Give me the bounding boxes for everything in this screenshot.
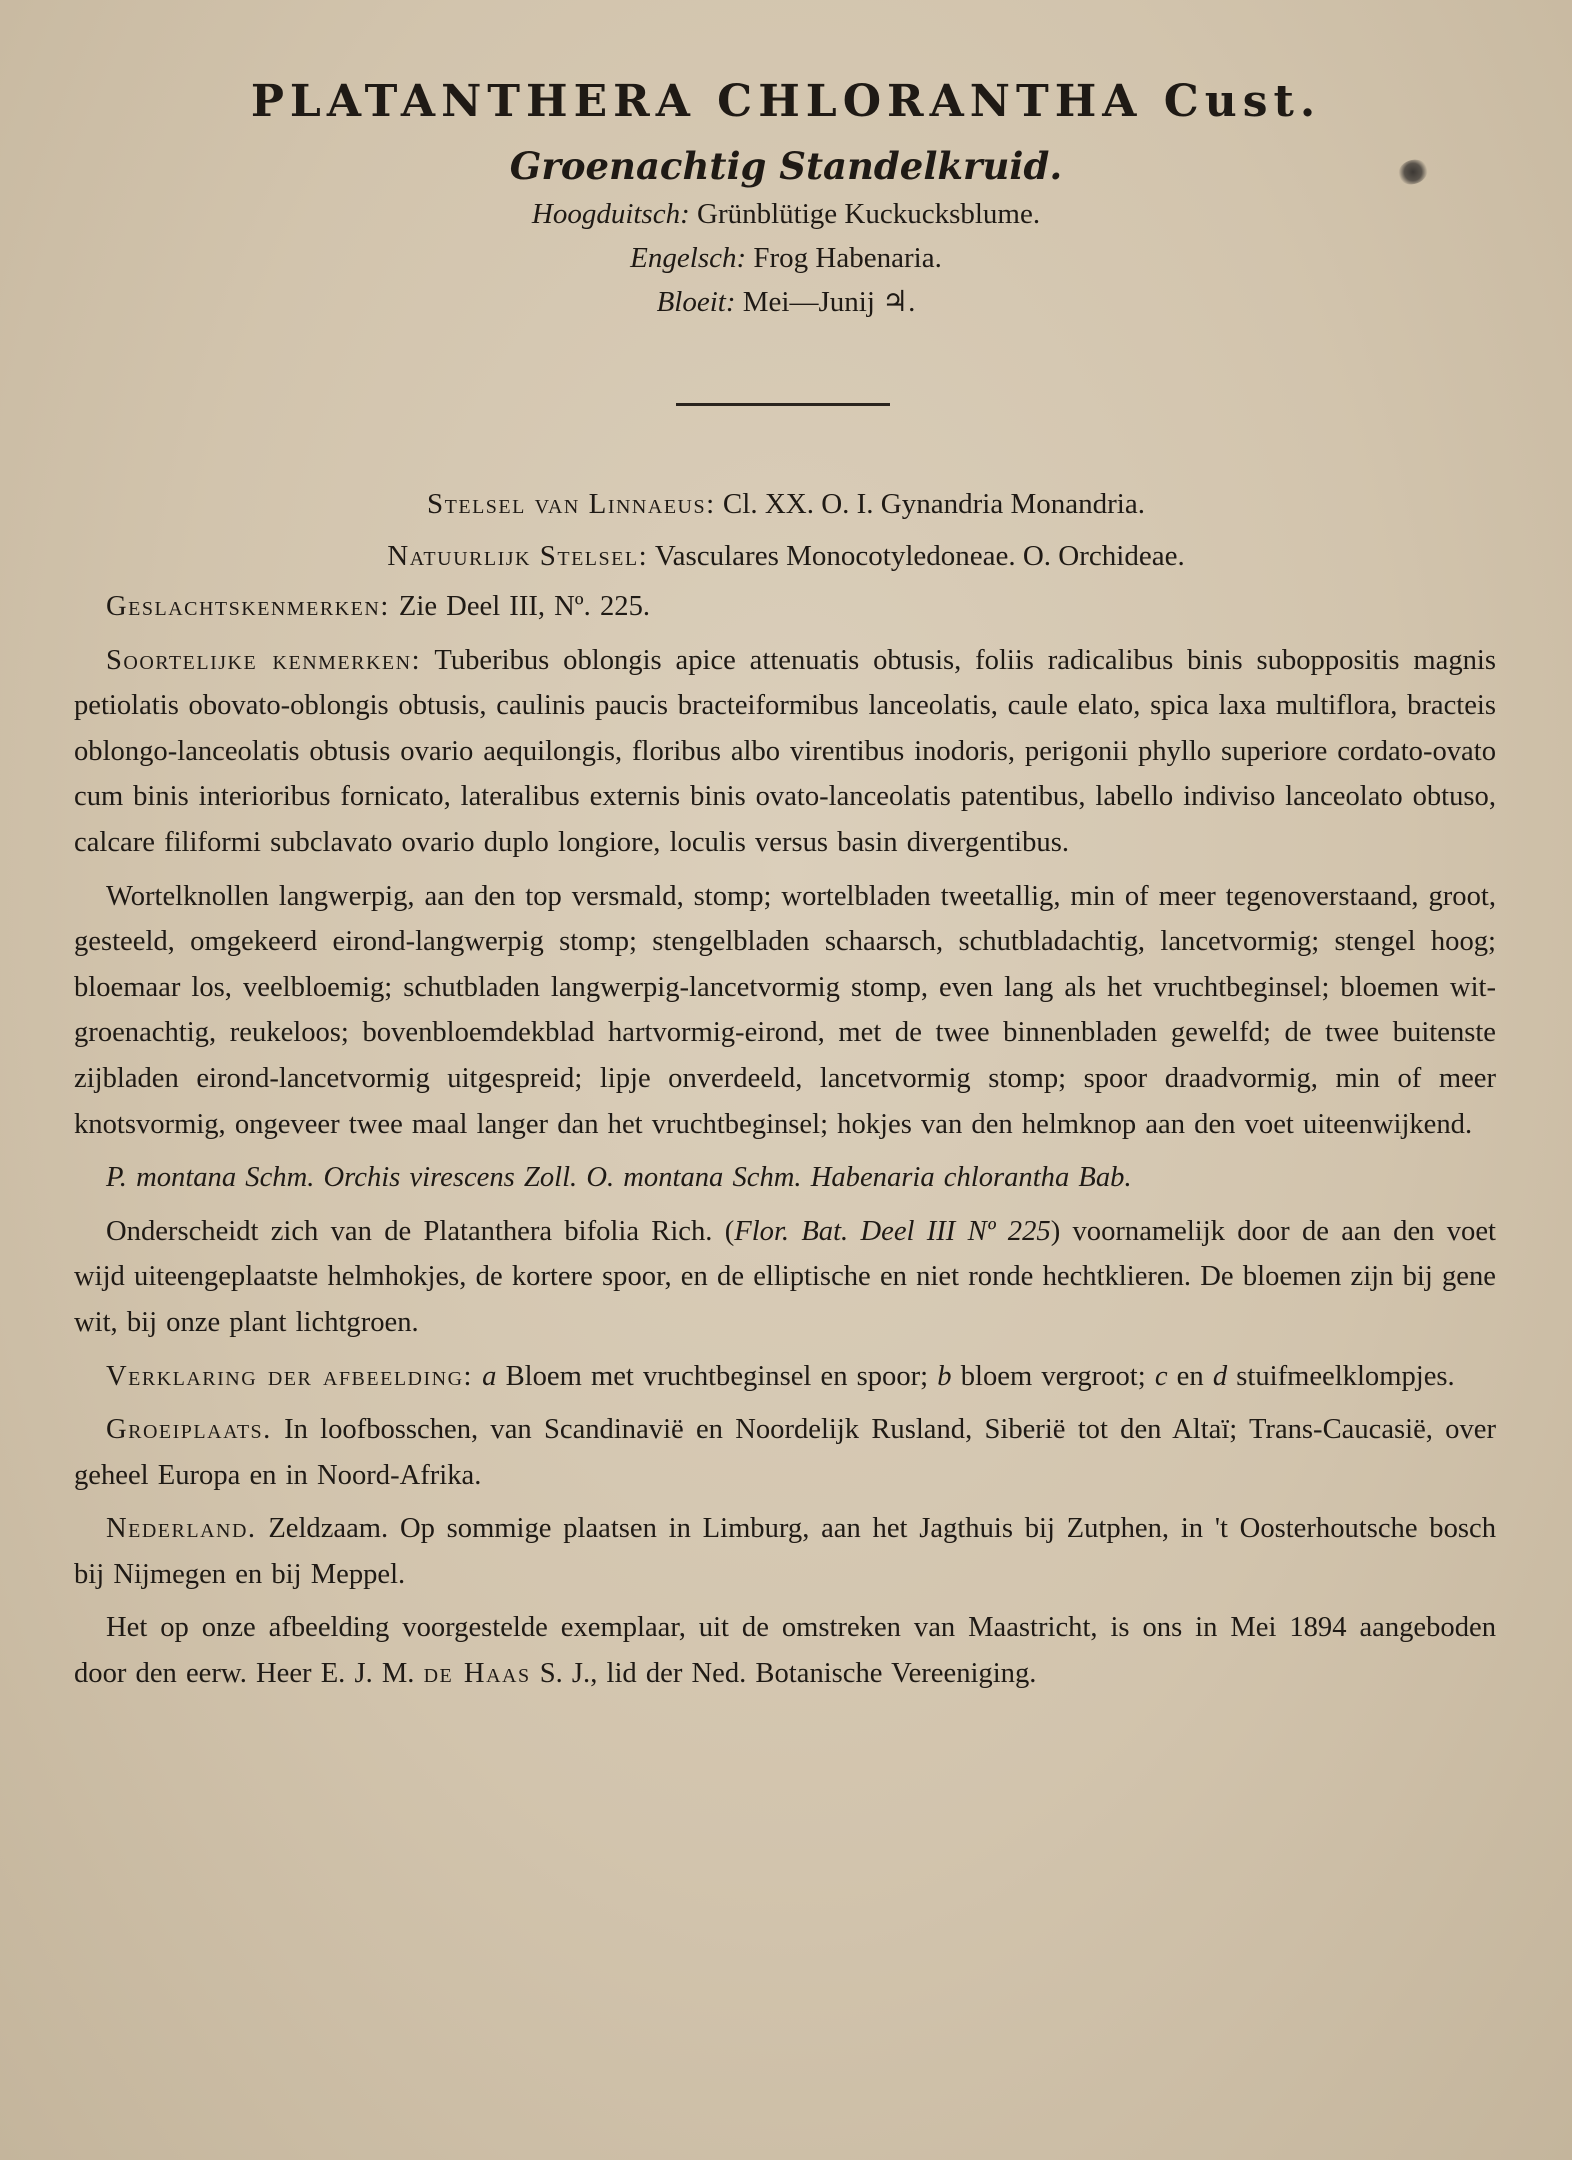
specimen-paragraph	[74, 1605, 1496, 1696]
figure-a-letter: a	[482, 1360, 497, 1392]
linnaeus-value: Cl. XX. O. I. Gynandria Monandria.	[722, 488, 1145, 520]
natural-system-value: Vasculares Monocotyledoneae. O. Orchideae.	[654, 540, 1185, 572]
species-title: PLATANTHERA CHLORANTHA Cust.	[250, 76, 1322, 127]
distinction-text-a: Onderscheidt zich van de Platanthera bifolia Rich. (	[106, 1215, 735, 1247]
synonyms-paragraph: P. montana Schm. Orchis virescens Zoll. O. montana Schm. Habenaria chlorantha Bab.	[106, 1162, 1132, 1194]
species-text: Tuberibus oblongis apice attenuatis obtusis, foliis radicalibus binis suboppositis magnis petiolatis obovato-oblongis obtusis, caulinis paucis bracteiformibus lanceolatis, caule elato, spica laxa multiflora, bracteis oblongo-lanceolatis obtusis ovario aequilongis, floribus albo virentibus inodoris, perigonii phyllo superiore cordato-ovato cum binis interioribus fornicato, lateralibus externis binis ovato-lanceolatis patentibus, labello indiviso lanceolato obtuso, calcare filiformi subclavato ovario duplo longiore, loculis versus basin divergentibus.	[74, 644, 1496, 858]
figure-d-text: stuifmeelklompjes.	[1236, 1360, 1455, 1392]
figure-label: Verklaring der afbeelding:	[106, 1360, 473, 1392]
species-paragraph	[74, 638, 1496, 866]
figure-d-letter: d	[1212, 1360, 1228, 1392]
german-name: Grünblütige Kuckucksblume.	[697, 198, 1041, 230]
genus-text: Zie Deel III, Nº. 225.	[398, 591, 651, 622]
figure-and-text: en	[1176, 1360, 1204, 1392]
natural-system-line	[0, 536, 1572, 576]
distinction-reference: Flor. Bat. Deel III Nº 225	[734, 1215, 1051, 1247]
genus-label: Geslachtskenmerken:	[106, 591, 390, 622]
english-name-line	[0, 236, 1572, 280]
specimen-name: de Haas	[423, 1658, 531, 1690]
page-header	[0, 72, 1572, 324]
figure-b-letter: b	[937, 1360, 952, 1392]
linnaeus-system-line	[0, 484, 1572, 524]
english-name: Frog Habenaria.	[753, 242, 942, 274]
netherlands-label: Nederland.	[106, 1513, 257, 1545]
dutch-name: Groenachtig Standelkruid.	[509, 144, 1063, 188]
specimen-text-a: Het op onze afbeelding voorgestelde exemplaar, uit de omstreken van Maastricht, is ons in Mei 1894 aangeboden door den eerw. Heer E. J. M.	[74, 1612, 1496, 1690]
habitat-paragraph	[74, 1407, 1496, 1498]
flowering-label: Bloeit:	[656, 286, 736, 318]
linnaeus-label: Stelsel van Linnaeus:	[427, 488, 716, 520]
figure-explanation-paragraph	[74, 1354, 1496, 1400]
figure-b-text: bloem vergroot;	[960, 1360, 1146, 1392]
habitat-label: Groeiplaats.	[106, 1414, 272, 1446]
distinction-paragraph	[74, 1209, 1496, 1346]
netherlands-paragraph	[74, 1506, 1496, 1597]
flowering-line	[0, 280, 1572, 324]
netherlands-text: Zeldzaam. Op sommige plaatsen in Limburg, aan het Jagthuis bij Zutphen, in 't Oosterhoutsche bosch bij Nijmegen en bij Meppel.	[74, 1513, 1496, 1590]
german-label: Hoogduitsch:	[531, 198, 690, 230]
natural-system-label: Natuurlijk Stelsel:	[387, 540, 649, 572]
specimen-text-b: S. J., lid der Ned. Botanische Vereeniging.	[539, 1658, 1037, 1690]
habitat-text: In loofbosschen, van Scandinavië en Noordelijk Rusland, Siberië tot den Altaï; Trans-Caucasië, over geheel Europa en in Noord-Afrika.	[74, 1414, 1496, 1491]
description-paragraph: Wortelknollen langwerpig, aan den top versmald, stomp; wortelbladen tweetallig, min of meer tegenoverstaand, groot, gesteeld, omgekeerd eirond-langwerpig stomp; stengelbladen schaarsch, schutbladachtig, lancetvormig; stengel hoog; bloemaar los, veelbloemig; schutbladen langwerpig-lancetvormig stomp, even lang als het vruchtbeginsel; bloemen wit-groenachtig, reukeloos; bovenbloemdekblad hartvormig-eirond, met de twee binnenbladen gewelfd; de twee buitenste zijbladen eirond-lancetvormig uitgespreid; lipje onverdeeld, lancetvormig stomp; spoor draadvormig, min of meer knotsvormig, ongeveer twee maal langer dan het vruchtbeginsel; hokjes van den helmknop aan den voet uiteenwijkend.	[74, 880, 1496, 1140]
species-label: Soortelijke kenmerken:	[106, 644, 422, 676]
distinction-text-b: ) voornamelijk door de aan den voet wijd uiteengeplaatste helmhokjes, de kortere spoor, en de elliptische en niet ronde hechtklieren. De bloemen zijn bij gene wit, bij onze plant lichtgroen.	[74, 1215, 1496, 1338]
flowering-value: Mei—Junij ♃.	[742, 286, 916, 318]
figure-a-text: Bloem met vruchtbeginsel en spoor;	[505, 1360, 929, 1392]
german-name-line	[0, 192, 1572, 236]
divider-rule	[676, 403, 890, 406]
document-body	[74, 584, 1496, 1705]
genus-paragraph	[74, 584, 1496, 630]
figure-c-letter: c	[1154, 1360, 1168, 1392]
english-label: Engelsch:	[630, 242, 747, 274]
